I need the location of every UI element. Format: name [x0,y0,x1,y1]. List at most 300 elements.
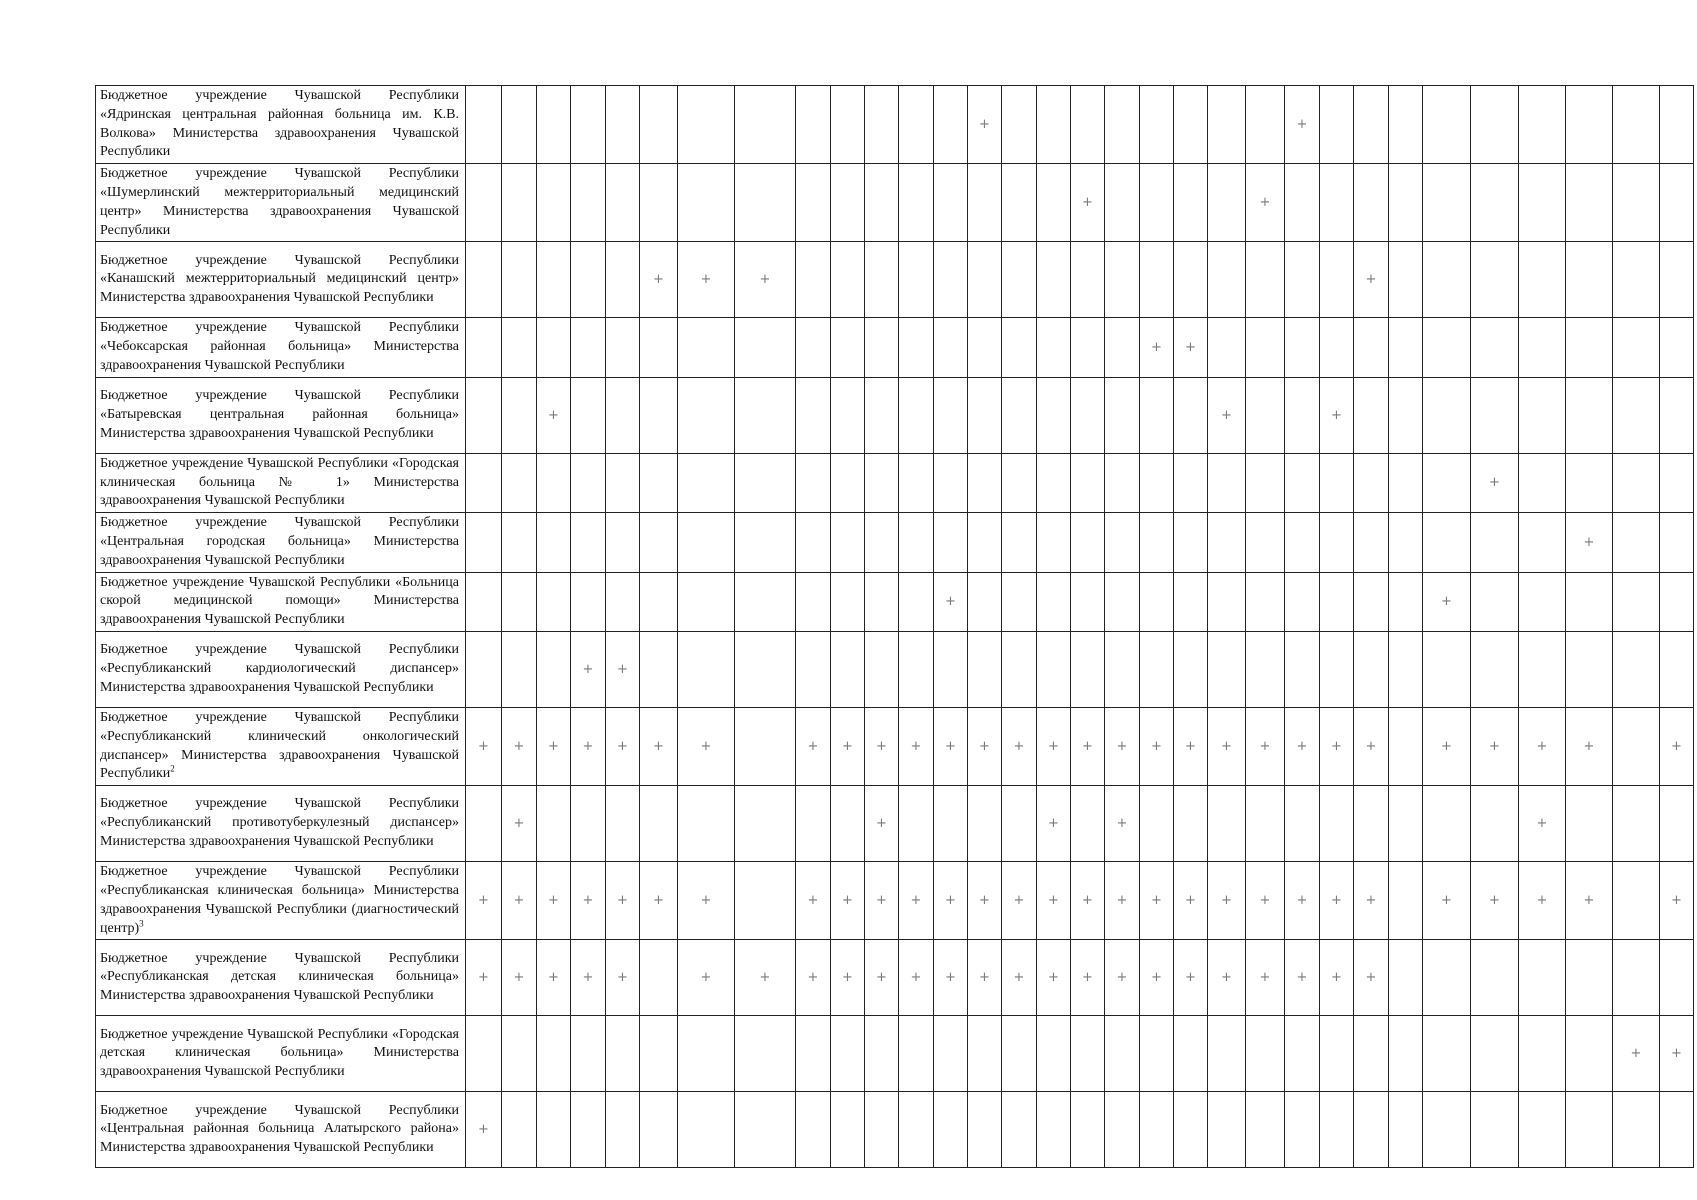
plus-mark: + [1048,970,1059,986]
empty-cell [1471,164,1519,242]
empty-cell [1140,513,1174,572]
empty-cell [934,786,968,862]
empty-cell [466,242,502,318]
empty-cell [1174,572,1208,631]
empty-cell [1285,1016,1320,1092]
institution-name: Бюджетное учреждение Чувашской Республики «Республиканская детская клиническая больница» Министерства здравоохранения Чувашской Республики [100,950,459,1004]
empty-cell [796,513,831,572]
institution-name: Бюджетное учреждение Чувашской Республики «Республиканский кардиологический диспансер» Министерства здравоохранения Чувашской Республики [100,642,459,695]
empty-cell [899,572,934,631]
empty-cell [1071,786,1105,862]
mark-cell [1519,862,1566,940]
empty-cell [571,1016,606,1092]
mark-cell [1423,862,1471,940]
empty-cell [1519,1016,1566,1092]
mark-cell [571,631,606,707]
plus-mark: + [1013,970,1025,986]
plus-mark: + [478,893,489,909]
table-row [96,453,1694,512]
mark-cell [606,940,640,1016]
empty-cell [735,377,796,453]
institution-name: Бюджетное учреждение Чувашской Республики «Канашский межтерриториальный медицинский центр» Министерства здравоохранения Чувашской Республики [100,252,459,306]
plus-mark: + [1116,739,1128,755]
table-row [96,242,1694,318]
empty-cell [1660,786,1694,862]
empty-cell [1246,453,1285,512]
plus-mark: + [979,117,990,133]
empty-cell [1660,377,1694,453]
plus-mark: + [807,893,819,909]
empty-cell [1566,1016,1613,1092]
empty-cell [899,513,934,572]
empty-cell [1002,1016,1037,1092]
empty-cell [1423,513,1471,572]
empty-cell [502,1016,537,1092]
plus-mark: + [1630,1046,1642,1062]
empty-cell [934,164,968,242]
mark-cell [1660,862,1694,940]
empty-cell [606,513,640,572]
empty-cell [1002,786,1037,862]
empty-cell [1660,1092,1694,1168]
empty-cell [678,572,735,631]
empty-cell [678,1092,735,1168]
empty-cell [1208,572,1246,631]
empty-cell [1071,242,1105,318]
institution-name: Бюджетное учреждение Чувашской Республики «Центральная городская больница» Министерства здравоохранения Чувашской Республики [100,515,459,568]
plus-mark: + [1441,893,1452,909]
institution-name-cell [96,453,466,512]
empty-cell [934,86,968,164]
mark-cell [1071,164,1105,242]
plus-mark: + [1259,970,1271,986]
empty-cell [1519,86,1566,164]
empty-cell [1389,707,1423,785]
empty-cell [1389,164,1423,242]
empty-cell [865,1092,899,1168]
institution-name: Бюджетное учреждение Чувашской Республики «Чебоксарская районная больница» Министерства здравоохранения Чувашской Республики [100,320,459,373]
empty-cell [1105,242,1140,318]
institution-name: Бюджетное учреждение Чувашской Республики «Городская клиническая больница № 1» Министерства здравоохранения Чувашской Республики [100,455,459,509]
plus-mark: + [617,970,628,986]
empty-cell [1519,453,1566,512]
mark-cell [640,862,678,940]
mark-cell [466,1092,502,1168]
empty-cell [1566,377,1613,453]
mark-cell [1246,164,1285,242]
mark-cell [1285,862,1320,940]
mark-cell [1320,707,1354,785]
empty-cell [1105,453,1140,512]
mark-cell [1285,86,1320,164]
empty-cell [1037,164,1071,242]
empty-cell [1389,242,1423,318]
plus-mark: + [1082,970,1093,986]
empty-cell [502,242,537,318]
empty-cell [831,242,865,318]
empty-cell [606,786,640,862]
mark-cell [537,377,571,453]
empty-cell [1423,318,1471,377]
mark-cell [1423,707,1471,785]
empty-cell [1071,453,1105,512]
empty-cell [735,862,796,940]
empty-cell [1660,86,1694,164]
empty-cell [735,572,796,631]
plus-mark: + [1331,893,1342,909]
empty-cell [1471,786,1519,862]
mark-cell [1566,707,1613,785]
mark-cell [1246,862,1285,940]
empty-cell [865,318,899,377]
mark-cell [606,862,640,940]
plus-mark: + [807,970,819,986]
institution-name: Бюджетное учреждение Чувашской Республики «Центральная районная больница Алатырского района» Министерства здравоохранения Чувашской Республики [100,1102,459,1156]
plus-mark: + [1221,893,1232,909]
empty-cell [1285,318,1320,377]
empty-cell [1037,631,1071,707]
empty-cell [1174,1092,1208,1168]
empty-cell [831,572,865,631]
plus-mark: + [1489,739,1500,755]
mark-cell [831,862,865,940]
empty-cell [537,1092,571,1168]
empty-cell [968,453,1002,512]
mark-cell [796,940,831,1016]
empty-cell [571,318,606,377]
empty-cell [1354,453,1389,512]
empty-cell [640,1016,678,1092]
empty-cell [796,786,831,862]
empty-cell [537,86,571,164]
empty-cell [1471,318,1519,377]
empty-cell [502,377,537,453]
empty-cell [1285,453,1320,512]
empty-cell [1389,513,1423,572]
plus-mark: + [1082,739,1093,755]
empty-cell [571,164,606,242]
empty-cell [502,164,537,242]
empty-cell [1320,631,1354,707]
empty-cell [640,453,678,512]
plus-mark: + [582,661,594,677]
mark-cell [1140,940,1174,1016]
mark-cell [1208,862,1246,940]
empty-cell [1140,86,1174,164]
plus-mark: + [1151,340,1162,356]
empty-cell [1471,1092,1519,1168]
mark-cell [571,862,606,940]
empty-cell [1389,786,1423,862]
empty-cell [678,1016,735,1092]
plus-mark: + [548,893,559,909]
empty-cell [640,164,678,242]
empty-cell [934,1016,968,1092]
empty-cell [1389,453,1423,512]
empty-cell [1140,164,1174,242]
plus-mark: + [1048,893,1059,909]
plus-mark: + [1365,970,1377,986]
empty-cell [831,86,865,164]
empty-cell [831,318,865,377]
empty-cell [1140,377,1174,453]
empty-cell [1519,242,1566,318]
empty-cell [537,164,571,242]
institution-name: Бюджетное учреждение Чувашской Республики «Городская детская клиническая больница» Министерства здравоохранения Чувашской Республики [100,1026,459,1080]
empty-cell [1208,453,1246,512]
plus-mark: + [1221,970,1232,986]
empty-cell [1246,572,1285,631]
mark-cell [1320,377,1354,453]
institution-name-cell [96,377,466,453]
empty-cell [1208,318,1246,377]
empty-cell [968,513,1002,572]
empty-cell [1320,513,1354,572]
empty-cell [606,164,640,242]
plus-mark: + [582,739,594,755]
empty-cell [865,631,899,707]
plus-mark: + [653,739,664,755]
plus-mark: + [582,970,594,986]
mark-cell [934,862,968,940]
mark-cell [640,707,678,785]
empty-cell [1660,453,1694,512]
empty-cell [1285,164,1320,242]
plus-mark: + [1185,340,1196,356]
plus-mark: + [1365,739,1377,755]
plus-mark: + [1221,407,1232,423]
empty-cell [537,513,571,572]
plus-mark: + [1296,970,1308,986]
mark-cell [1037,862,1071,940]
plus-mark: + [1013,893,1025,909]
empty-cell [1519,572,1566,631]
empty-cell [1660,940,1694,1016]
mark-cell [571,940,606,1016]
empty-cell [1354,1092,1389,1168]
empty-cell [1002,164,1037,242]
mark-cell [968,862,1002,940]
empty-cell [831,786,865,862]
plus-mark: + [979,970,990,986]
empty-cell [1566,318,1613,377]
institution-name-cell [96,707,466,785]
empty-cell [466,453,502,512]
empty-cell [1566,242,1613,318]
plus-mark: + [653,893,664,909]
plus-mark: + [876,893,887,909]
empty-cell [899,1092,934,1168]
plus-mark: + [1583,739,1595,755]
empty-cell [502,86,537,164]
plus-mark: + [1185,970,1196,986]
table-row [96,786,1694,862]
plus-mark: + [478,739,489,755]
empty-cell [1471,242,1519,318]
empty-cell [1389,1092,1423,1168]
plus-mark: + [876,816,887,832]
empty-cell [934,631,968,707]
empty-cell [968,631,1002,707]
plus-mark: + [910,970,922,986]
plus-mark: + [1331,407,1342,423]
empty-cell [1105,513,1140,572]
plus-mark: + [1259,195,1271,211]
table-row [96,86,1694,164]
empty-cell [1002,377,1037,453]
plus-mark: + [759,970,771,986]
plus-mark: + [1331,970,1342,986]
empty-cell [678,377,735,453]
plus-mark: + [1116,893,1128,909]
institution-name: Бюджетное учреждение Чувашской Республики «Шумерлинский межтерриториальный медицинский центр» Министерства здравоохранения Чувашской Республики [100,166,459,238]
empty-cell [735,453,796,512]
empty-cell [1613,631,1660,707]
mark-cell [537,707,571,785]
empty-cell [466,318,502,377]
empty-cell [1613,862,1660,940]
empty-cell [899,86,934,164]
empty-cell [1389,940,1423,1016]
empty-cell [735,318,796,377]
empty-cell [831,164,865,242]
mark-cell [1174,707,1208,785]
empty-cell [571,453,606,512]
mark-cell [1174,862,1208,940]
mark-cell [1140,862,1174,940]
empty-cell [1208,1016,1246,1092]
empty-cell [1354,164,1389,242]
table-row [96,164,1694,242]
empty-cell [1071,513,1105,572]
empty-cell [796,453,831,512]
institution-name-cell [96,164,466,242]
mark-cell [1037,786,1071,862]
mark-cell [1519,786,1566,862]
empty-cell [1660,318,1694,377]
empty-cell [899,164,934,242]
plus-mark: + [582,893,594,909]
empty-cell [1471,572,1519,631]
table-row [96,631,1694,707]
empty-cell [1471,1016,1519,1092]
empty-cell [831,1016,865,1092]
empty-cell [934,242,968,318]
empty-cell [1320,242,1354,318]
empty-cell [466,786,502,862]
mark-cell [1002,707,1037,785]
empty-cell [1140,572,1174,631]
mark-cell [1071,707,1105,785]
empty-cell [678,86,735,164]
mark-cell [502,862,537,940]
plus-mark: + [513,893,525,909]
empty-cell [1071,318,1105,377]
plus-mark: + [910,893,922,909]
plus-mark: + [979,893,990,909]
plus-mark: + [945,594,956,610]
table-row [96,940,1694,1016]
empty-cell [1246,242,1285,318]
plus-mark: + [1671,739,1682,755]
mark-cell [796,862,831,940]
empty-cell [1566,453,1613,512]
mark-cell [1071,862,1105,940]
empty-cell [678,164,735,242]
empty-cell [1285,242,1320,318]
empty-cell [1071,572,1105,631]
empty-cell [1566,86,1613,164]
mark-cell [1246,940,1285,1016]
empty-cell [1105,86,1140,164]
empty-cell [1519,940,1566,1016]
empty-cell [502,453,537,512]
empty-cell [1389,377,1423,453]
plus-mark: + [548,407,559,423]
empty-cell [1613,86,1660,164]
empty-cell [1519,164,1566,242]
mark-cell [1105,707,1140,785]
plus-mark: + [513,816,525,832]
plus-mark: + [1536,816,1548,832]
plus-mark: + [700,970,712,986]
empty-cell [537,1016,571,1092]
institutions-service-matrix [95,85,1694,1168]
plus-mark: + [1365,272,1377,288]
mark-cell [1320,940,1354,1016]
empty-cell [606,318,640,377]
table-row [96,862,1694,940]
mark-cell [899,707,934,785]
institution-name: Бюджетное учреждение Чувашской Республики «Республиканский клинический онкологический диспансер» Министерства здравоохранения Чувашской Республики [100,709,459,782]
empty-cell [1660,513,1694,572]
mark-cell [1285,707,1320,785]
table-row [96,1016,1694,1092]
empty-cell [1174,164,1208,242]
empty-cell [571,572,606,631]
plus-mark: + [617,893,628,909]
empty-cell [899,631,934,707]
empty-cell [1208,164,1246,242]
empty-cell [1354,318,1389,377]
empty-cell [1423,453,1471,512]
plus-mark: + [513,970,525,986]
mark-cell [1037,940,1071,1016]
mark-cell [678,862,735,940]
empty-cell [1246,513,1285,572]
empty-cell [1285,1092,1320,1168]
empty-cell [735,707,796,785]
empty-cell [606,1016,640,1092]
plus-mark: + [1013,739,1025,755]
mark-cell [1660,1016,1694,1092]
empty-cell [1140,242,1174,318]
mark-cell [934,707,968,785]
empty-cell [1320,1016,1354,1092]
empty-cell [466,513,502,572]
empty-cell [1320,572,1354,631]
empty-cell [831,453,865,512]
empty-cell [678,786,735,862]
mark-cell [1071,940,1105,1016]
empty-cell [1613,572,1660,631]
mark-cell [899,862,934,940]
empty-cell [466,572,502,631]
empty-cell [1471,631,1519,707]
empty-cell [502,1092,537,1168]
empty-cell [537,242,571,318]
plus-mark: + [876,970,887,986]
